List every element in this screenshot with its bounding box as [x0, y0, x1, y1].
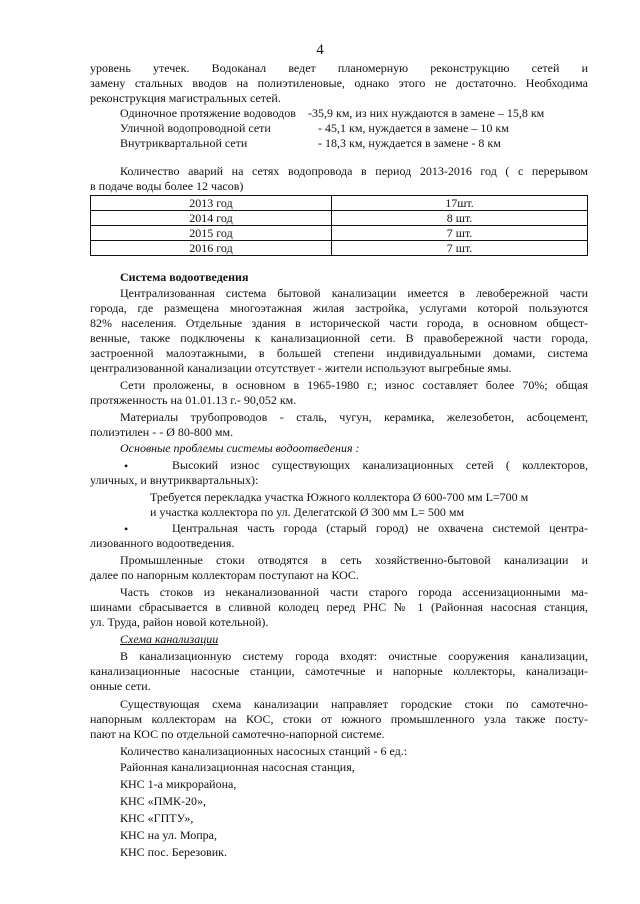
accidents-caption-1: Количество аварий на сетях водопровода в период 2013-2016 год ( с перерывом [120, 164, 588, 178]
length-value-3: - 18,3 км, нуждается в замене - 8 км [318, 136, 501, 150]
bullet1-line: Высокий износ существующих канализационных сетей ( коллекторов, [172, 458, 588, 472]
scheme-heading: Схема канализации [120, 632, 219, 646]
problems-heading: Основные проблемы системы водоотведения : [120, 441, 360, 455]
bullet1-line: уличных, и внутриквартальных): [90, 473, 259, 487]
sewer-p3-line: Материалы трубопроводов - сталь, чугун, керамика, железобетон, асбоцемент, [120, 410, 588, 424]
sewer-p2-line: протяженность на 01.01.13 г.- 90,052 км. [90, 393, 297, 407]
length-value-1: -35,9 км, из них нуждаются в замене – 15,8 км [308, 106, 545, 120]
section-heading: Система водоотведения [120, 270, 249, 284]
sewer-p6-line: онные сети. [90, 679, 151, 693]
table-cell-year: 2015 год [91, 226, 332, 241]
sewer-p6-line: В канализационную систему города входят: очистные сооружения канализации, [120, 649, 588, 663]
sewer-p5-line: ул. Труда, район новой котельной). [90, 615, 269, 629]
sewer-p1-line: централизованной канализации отсутствует - жители используют выгребные ямы. [90, 361, 512, 375]
table-row [91, 241, 588, 256]
sewer-p5-line: Часть стоков из неканализованной части старого города ассенизационными ма- [120, 585, 588, 599]
sewer-p1-line: Централизованная система бытовой канализации имеется в левобережной части [120, 286, 588, 300]
bullet-icon: • [124, 459, 129, 473]
sewer-p3-line: полиэтилен - - Ø 80-800 мм. [90, 425, 234, 439]
sewer-p4-line: далее по напорным коллекторам поступают на КОС. [90, 568, 359, 582]
sewer-p7-line: Существующая схема канализации направляет городские стоки по самотечно- [120, 697, 588, 711]
accidents-table [90, 195, 588, 256]
relay-line-1: Требуется перекладка участка Южного коллектора Ø 600-700 мм L=700 м [150, 490, 529, 504]
table-row [91, 226, 588, 241]
bullet-icon: • [124, 522, 129, 536]
table-cell-count: 7 шт. [332, 241, 588, 256]
table-cell-count: 17шт. [332, 196, 588, 211]
length-label-3: Внутриквартальной сети [120, 136, 248, 150]
intro-line-3: реконструкция магистральных сетей. [90, 91, 281, 105]
length-label-1: Одиночное протяжение водоводов [120, 106, 296, 120]
table-cell-year: 2013 год [91, 196, 332, 211]
sewer-p7-line: напорным коллекторам на КОС, стоки от южного промышленного узла также посту- [90, 712, 588, 726]
length-value-2: - 45,1 км, нуждается в замене – 10 км [318, 121, 509, 135]
length-label-2: Уличной водопроводной сети [120, 121, 271, 135]
station-item: КНС на ул. Мопра, [120, 828, 218, 842]
sewer-p6-line: канализационные насосные станции, самотечные и напорные коллекторы, канализаци- [90, 664, 588, 678]
table-cell-count: 7 шт. [332, 226, 588, 241]
station-item: КНС 1-а микрорайона, [120, 777, 237, 791]
sewer-p2-line: Сети проложены, в основном в 1965-1980 г.; износ составляет более 70%; общая [120, 378, 588, 392]
relay-line-2: и участка коллектора по ул. Делегатской Ø 300 мм L= 500 мм [150, 505, 465, 519]
station-item: КНС «ГПТУ», [120, 811, 194, 825]
sewer-p1-line: 82% населения. Отдельные здания в исторической части города, в основном общест- [90, 316, 588, 330]
sewer-p7-line: пают на КОС по отдельной самотечно-напорной системе. [90, 727, 385, 741]
bullet2-line: лизованного водоотведения. [90, 536, 235, 550]
sewer-p1-line: венные, также подключены к канализационной сети. В правобережной части города, [90, 331, 588, 345]
sewer-p1-line: города, где размещена многоэтажная жилая застройка, услугами которой пользуются [90, 301, 588, 315]
table-cell-year: 2014 год [91, 211, 332, 226]
table-row [91, 196, 588, 211]
station-item: КНС «ПМК-20», [120, 794, 207, 808]
table-cell-count: 8 шт. [332, 211, 588, 226]
sewer-p5-line: шинами сбрасывается в сливной колодец перед РНС № 1 (Районная насосная станция, [90, 600, 588, 614]
intro-line-1: уровень утечек. Водоканал ведет планомерную реконструкцию сетей и [90, 61, 588, 75]
sewer-p4-line: Промышленные стоки отводятся в сеть хозяйственно-бытовой канализации и [120, 553, 588, 567]
intro-line-2: замену стальных вводов на полиэтиленовые, однако этого не достаточно. Необходима [90, 76, 588, 90]
sewer-p1-line: застроенной малоэтажными, в большей степени индивидуальными домами, система [90, 346, 588, 360]
station-item: Районная канализационная насосная станция, [120, 760, 355, 774]
accidents-caption-2: в подаче воды более 12 часов) [90, 179, 244, 193]
page-number: 4 [316, 42, 324, 58]
table-row [91, 211, 588, 226]
table-cell-year: 2016 год [91, 241, 332, 256]
stations-count: Количество канализационных насосных станций - 6 ед.: [120, 744, 408, 758]
bullet2-line: Центральная часть города (старый город) не охвачена системой центра- [172, 521, 588, 535]
station-item: КНС пос. Березовик. [120, 845, 227, 859]
